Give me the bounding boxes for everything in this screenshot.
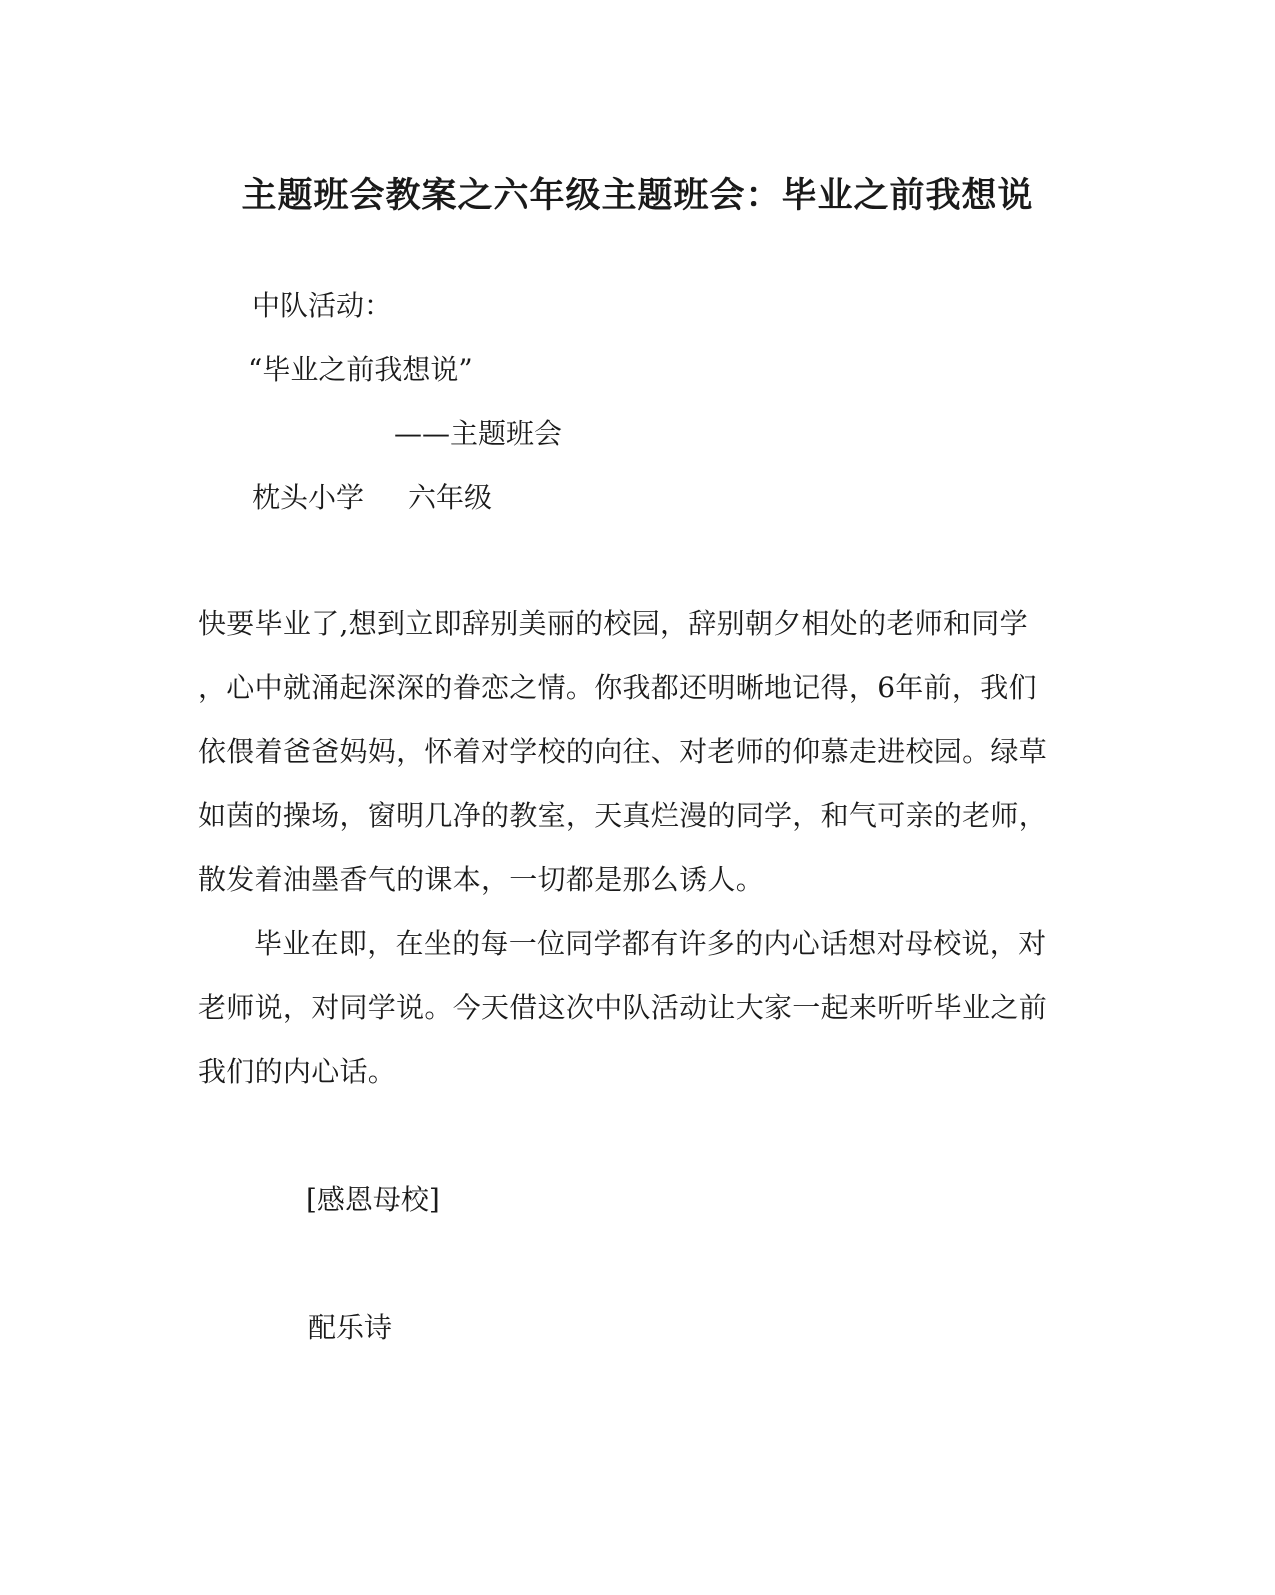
activity-name: “毕业之前我想说” [248, 353, 473, 386]
paragraph-line: ，心中就涌起深深的眷恋之情。你我都还明晰地记得，6年前，我们 [198, 671, 1037, 704]
paragraph-intro [198, 592, 1078, 912]
paragraph-line: 依偎着爸爸妈妈，怀着对学校的向往、对老师的仰慕走进校园。绿草 [198, 735, 1048, 768]
grade-label: 六年级 [408, 481, 493, 514]
paragraph-line: 快要毕业了,想到立即辞别美丽的校园，辞别朝夕相处的老师和同学 [198, 607, 1028, 640]
paragraph-graduation [198, 912, 1078, 1104]
paragraph-line: 我们的内心话。 [198, 1055, 397, 1088]
paragraph-line: 毕业在即，在坐的每一位同学都有许多的内心话想对母校说，对 [254, 927, 1047, 960]
section-heading: [感恩母校] [306, 1183, 440, 1216]
document-title: 主题班会教案之六年级主题班会：毕业之前我想说 [241, 175, 1034, 216]
activity-label: 中队活动： [252, 289, 393, 322]
subtitle: ——主题班会 [394, 417, 563, 450]
paragraph-line: 老师说，对同学说。今天借这次中队活动让大家一起来听听毕业之前 [198, 991, 1048, 1024]
school-name: 枕头小学 [252, 481, 365, 514]
paragraph-line: 散发着油墨香气的课本，一切都是那么诱人。 [198, 863, 765, 896]
paragraph-line: 如茵的操场，窗明几净的教室，天真烂漫的同学，和气可亲的老师， [198, 799, 1048, 832]
poem-label: 配乐诗 [308, 1311, 393, 1344]
